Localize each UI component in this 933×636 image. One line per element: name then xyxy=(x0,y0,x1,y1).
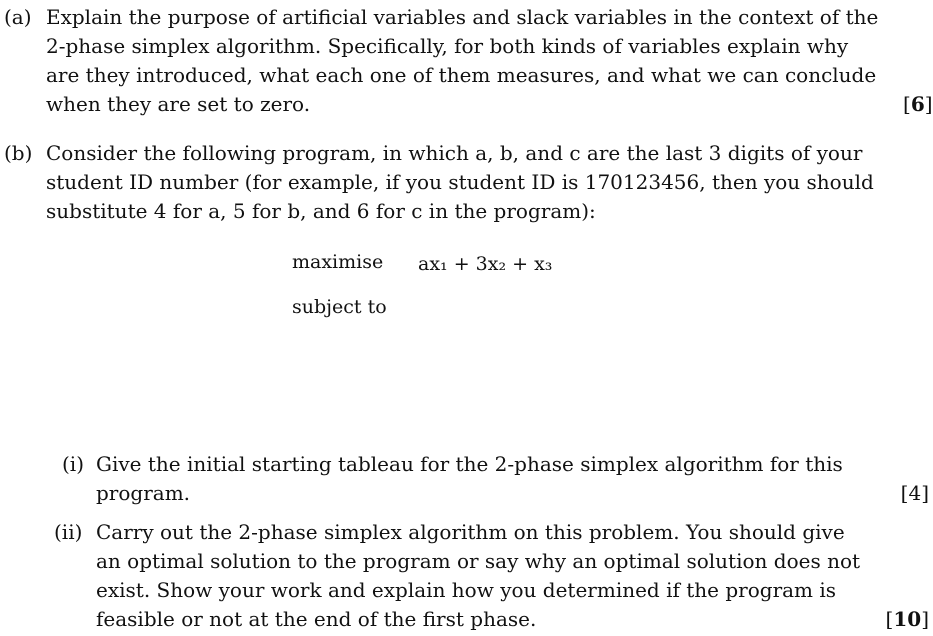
part-b-line: Consider the following program, in which a, b, and c are the last 3 digits of your xyxy=(46,141,863,165)
subpart-ii-marks-value: 10 xyxy=(893,607,922,631)
subpart-i-line: Give the initial starting tableau for the 2-phase simplex algorithm for this xyxy=(96,452,843,476)
subpart-ii-line: Carry out the 2-phase simplex algorithm on this problem. You should give xyxy=(96,520,845,544)
subpart-ii-marks: [10] xyxy=(885,607,929,631)
part-a-marks: [6] xyxy=(903,92,933,116)
part-a-text xyxy=(46,3,886,119)
part-a-label: (a) xyxy=(4,5,32,29)
subpart-ii-text xyxy=(96,518,876,634)
objective-function: ax₁ + 3x₂ + x₃ xyxy=(418,253,553,275)
subpart-i-label: (i) xyxy=(62,452,85,476)
subpart-ii-line: feasible or not at the end of the first phase. xyxy=(96,607,537,631)
part-a-line: 2-phase simplex algorithm. Specifically, for both kinds of variables explain why xyxy=(46,34,849,58)
part-a-line: are they introduced, what each one of them measures, and what we can conclude xyxy=(46,63,877,87)
part-a-line: Explain the purpose of artificial variables and slack variables in the context of the xyxy=(46,5,879,29)
part-a-line: when they are set to zero. xyxy=(46,92,311,116)
subject-to-label: subject to xyxy=(292,296,387,318)
part-a-marks-value: 6 xyxy=(910,92,925,116)
subpart-i-marks-value: 4 xyxy=(908,481,922,505)
subpart-ii-line: exist. Show your work and explain how you determined if the program is xyxy=(96,578,837,602)
part-b-line: substitute 4 for a, 5 for b, and 6 for c in the program): xyxy=(46,199,596,223)
maximise-label: maximise xyxy=(292,251,384,273)
subpart-i-line: program. xyxy=(96,481,191,505)
part-b-text xyxy=(46,139,886,226)
subpart-i-text xyxy=(96,450,876,508)
subpart-i-marks: [4] xyxy=(900,481,929,505)
subpart-ii-label: (ii) xyxy=(54,520,83,544)
subpart-ii-line: an optimal solution to the program or say why an optimal solution does not xyxy=(96,549,861,573)
part-b-line: student ID number (for example, if you student ID is 170123456, then you should xyxy=(46,170,874,194)
part-b-label: (b) xyxy=(4,141,33,165)
